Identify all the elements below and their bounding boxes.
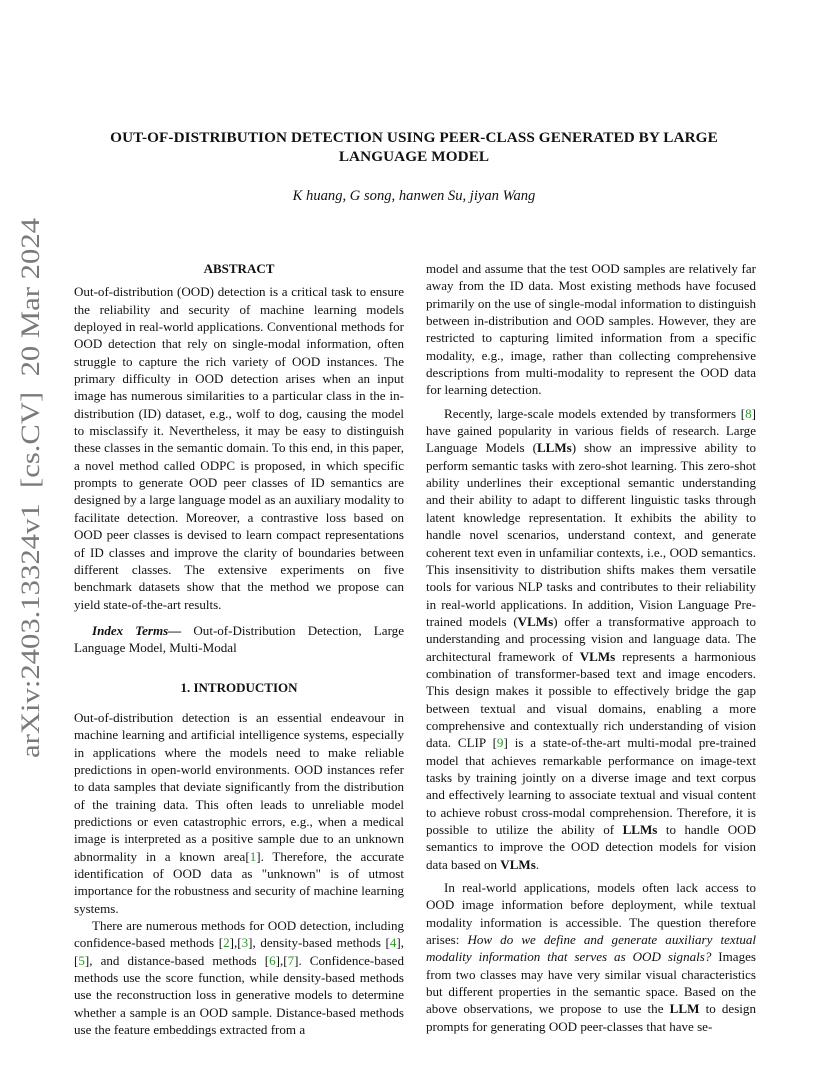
arxiv-stamp-text: arXiv:2403.13324v1 [cs.CV] 20 Mar 2024: [16, 300, 45, 758]
text-run: ]. Therefore, the accurate identification of OOD data as "unknown" is of utmost importance for the robustness and security of machine learning systems.: [74, 848, 404, 916]
paper-authors: K huang, G song, hanwen Su, jiyan Wang: [292, 188, 536, 204]
text-run: ) offer a transformative approach to understanding and processing vision and language data. The architectural framework of: [426, 613, 757, 664]
text-run: ], and distance-based methods [: [84, 952, 270, 968]
abstract-heading: ABSTRACT: [203, 261, 275, 276]
text-run: There are numerous methods for OOD detection, including confidence-based methods [: [74, 918, 404, 951]
italic-question: How do we define and generate auxiliary textual modality information that serves as OOD signals?: [426, 932, 756, 965]
right-column: [426, 260, 756, 1035]
bold-term: VLMs: [517, 613, 554, 629]
text-run: to design prompts for generating OOD peer-classes that have se-: [426, 1001, 756, 1034]
citation-link[interactable]: 2: [223, 935, 230, 951]
left-column: [74, 260, 404, 1038]
paper-title: OUT-OF-DISTRIBUTION DETECTION USING PEER-CLASS GENERATED BY LARGE LANGUAGE MODEL: [110, 129, 718, 165]
abstract-text: Out-of-distribution (OOD) detection is a critical task to ensure the reliability and security of machine learning models deployed in real-world applications. Conventional methods for OOD detection that rely on single-modal information, often struggle to capture the rich variety of OOD instances. The primary difficulty in OOD detection arises when an input image has numerous similarities to a particular class in the in-distribution (ID) dataset, e.g., wolf to dog, causing the model to misclassify it. Nevertheless, it may be easy to distinguish these classes in the semantic domain. To this end, in this paper, a novel method called ODPC is proposed, in which specific prompts to generate OOD peer classes of ID semantics are designed by a large language model as an auxiliary modality to facilitate detection. Moreover, a contrastive loss based on OOD peer classes is devised to learn compact representations of ID classes and improve the clarity of boundaries between different classes. The extensive experiments on five benchmark datasets show that the method we propose can yield state-of-the-art results.: [74, 284, 404, 612]
text-run: .: [535, 856, 540, 872]
text-run: ) show an impressive ability to perform semantic tasks with zero-shot learning. This zero-shot ability underlines their exceptional semantic understanding and their ability to adapt to different linguistic tasks through latent knowledge representation. It exhibits the ability to handle novel scenarios, understand context, and generate coherent text even in unfamiliar contexts, i.e., OOD semantics. This insensitivity to distribution shifts makes them versatile tools for various NLP tasks and contributes to their reliability in real-world applications. In addition, Vision Language Pre-trained models (: [426, 440, 756, 629]
right-paragraph-1: model and assume that the test OOD samples are relatively far away from the ID data. Most existing methods have focused primarily on the use of single-modal information to distinguish between in-distribution and OOD samples. However, they are restricted to capturing limited information from a specific modality, e.g., image, rather than collecting comprehensive descriptions from multi-modality to represent the OOD data for learning detection.: [426, 261, 756, 398]
text-run: ]. Confidence-based methods use the score function, while density-based methods use the reconstruction loss in generative models to determine whether a sample is an OOD sample. Distance-based methods use the feature embeddings extracted from a: [74, 952, 404, 1038]
bold-term: LLMs: [622, 822, 658, 837]
text-run: represents a harmonious combination of transformer-based text and image encoders. This design makes it possible to effectively bridge the gap between textual and visual domains, enabling a more comprehensive and contextually rich understanding of vision data. CLIP [: [426, 648, 756, 751]
citation-link[interactable]: 7: [287, 952, 295, 968]
text-run: to handle OOD semantics to improve the OOD detection models for vision data based on: [426, 822, 756, 872]
text-run: ], density-based methods [: [248, 935, 390, 951]
text-run: ] is a state-of-the-art multi-modal pre-trained model that achieves remarkable performance on image-text tasks by training jointly on a diverse image and text corpus and effectively learning to associate textual and visual content to achieve robust cross-modal comprehension. Therefore, it is possible to utilize the ability of: [426, 735, 756, 837]
citation-link[interactable]: 4: [389, 935, 397, 951]
text-run: ] have gained popularity in various fields of research. Large Language Models (: [426, 405, 756, 456]
text-run: Out-of-distribution detection is an essential endeavour in machine learning and artificial intelligence systems, especially in applications where the models need to make reliable predictions in open-world environments. OOD instances refer to data samples that deviate significantly from the distribution of the training data. This often leads to unreliable model predictions or even catastrophic errors, e.g., when a medical image is interpreted as a positive sample due to an unknown abnormality in a known area[: [74, 709, 404, 864]
text-run: ],[: [74, 935, 404, 968]
citation-link[interactable]: 5: [78, 952, 85, 968]
index-terms: [74, 622, 404, 657]
bold-term: VLMs: [579, 648, 616, 664]
index-terms-text: Out-of-Distribution Detection, Large Language Model, Multi-Modal: [74, 622, 404, 656]
citation-link[interactable]: 3: [241, 935, 249, 951]
right-paragraph-2: [426, 405, 756, 873]
bold-term: VLMs: [500, 856, 536, 872]
introduction-heading: 1. INTRODUCTION: [180, 679, 298, 695]
text-run: In real-world applications, models often lack access to OOD image information before deployment, while textual modality information is accessible. The question therefore arises:: [426, 880, 756, 948]
text-run: ],[: [229, 935, 242, 951]
arxiv-stamp: [10, 218, 48, 758]
index-terms-label: Index Terms—: [92, 622, 182, 638]
bold-term: LLMs: [536, 440, 572, 456]
intro-paragraph-1: [74, 709, 404, 917]
citation-link[interactable]: 9: [496, 735, 504, 751]
text-run: ],[: [275, 952, 288, 968]
citation-link[interactable]: 1: [249, 848, 257, 864]
citation-link[interactable]: 8: [745, 405, 752, 421]
text-run: Images from two classes may have very similar visual characteristics but different properties in the semantic space. Based on the above observations, we propose to use the: [426, 949, 756, 1017]
citation-link[interactable]: 6: [269, 952, 276, 968]
intro-paragraph-2: [74, 917, 404, 1038]
text-run: Recently, large-scale models extended by transformers [: [444, 405, 746, 421]
bold-term: LLM: [669, 1001, 700, 1017]
right-paragraph-3: [426, 879, 756, 1035]
